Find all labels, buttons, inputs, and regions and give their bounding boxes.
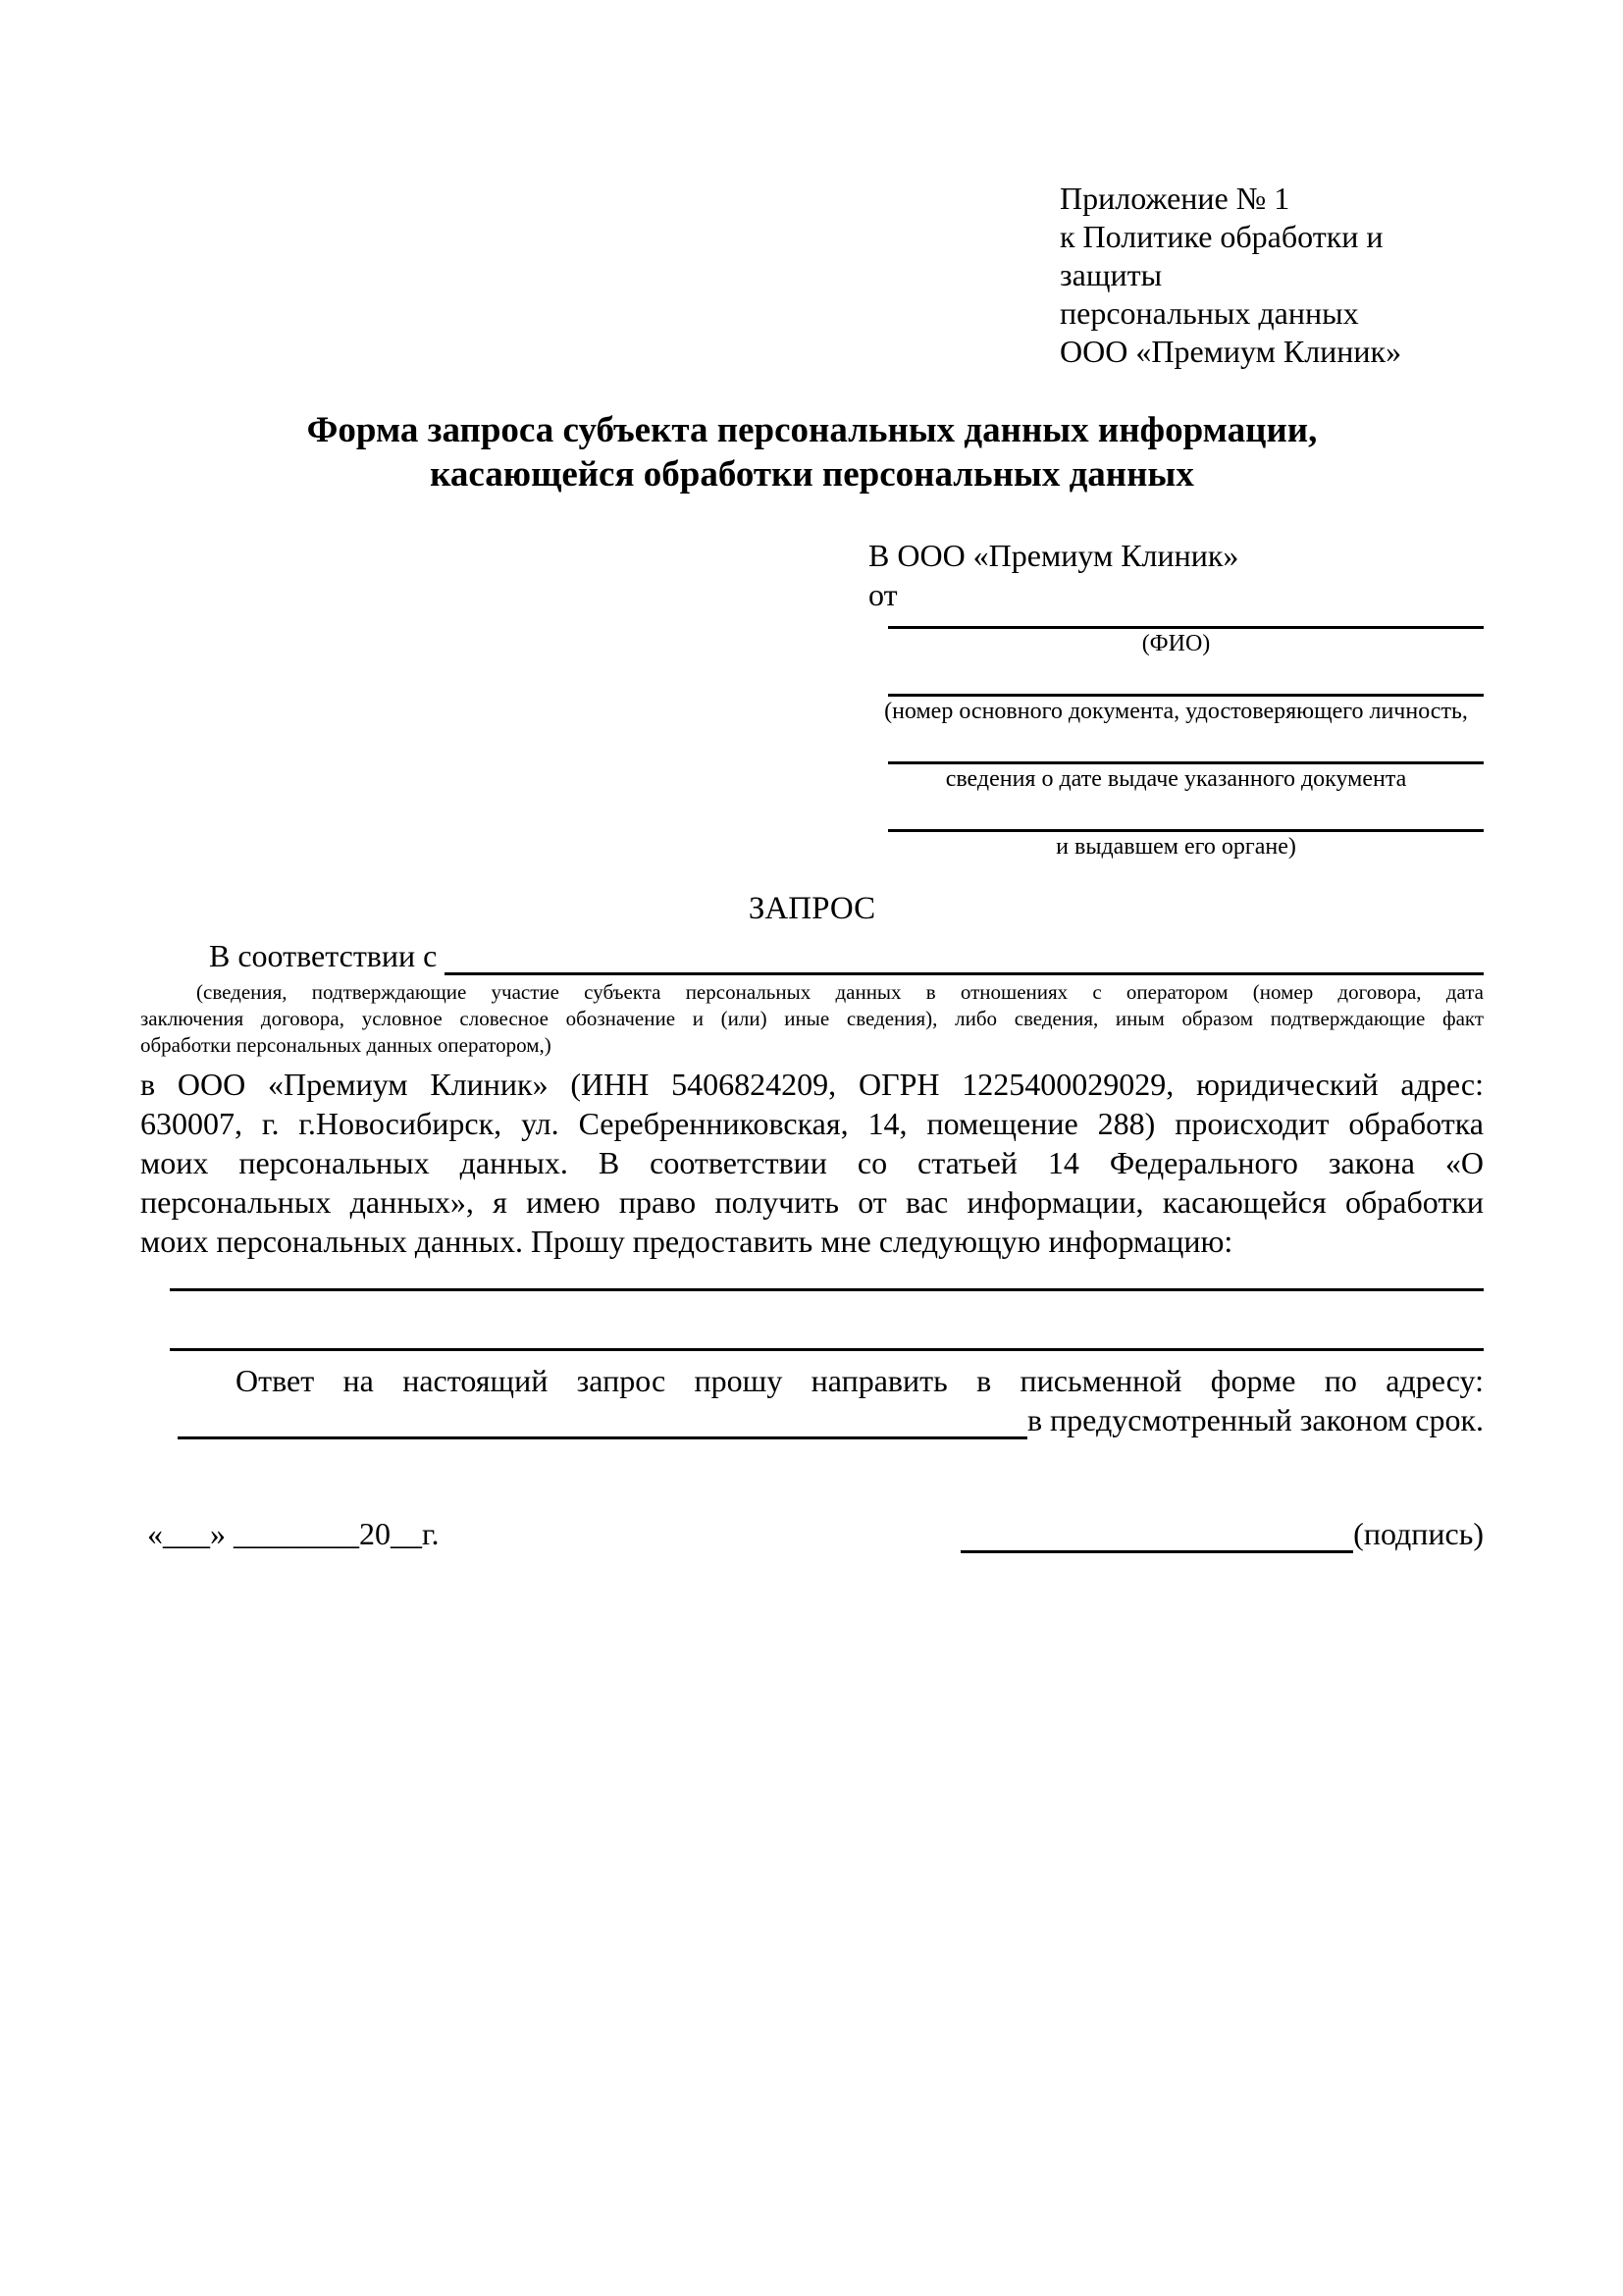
body-line: 630007, г. г.Новосибирск, ул. Серебренниковская, 14, помещение 288) происходит обработка [140, 1106, 1484, 1141]
issuing-authority-blank-line [888, 817, 1484, 832]
signature-blank-line [961, 1517, 1353, 1553]
response-sentence: Ответ на настоящий запрос прошу направить в письменной форме по адресу: [236, 1363, 1484, 1398]
signature-block [961, 1514, 1484, 1553]
addressee-block [868, 536, 1484, 861]
response-suffix: в предусмотренный законом срок. [1026, 1402, 1484, 1437]
note-line: заключения договора, условное словесное обозначение и (или) иные сведения), либо сведения, иным образом подтверждающие факт [140, 1007, 1484, 1030]
appendix-line: ООО «Премиум Клиник» [1060, 334, 1402, 369]
issuing-authority-caption: и выдавшем его органе) [1056, 834, 1296, 860]
fio-caption: (ФИО) [1141, 631, 1211, 656]
address-row [140, 1400, 1484, 1439]
appendix-header [1060, 180, 1492, 371]
form-title-line: Форма запроса субъекта персональных данных информации, [306, 410, 1318, 450]
body-line: в ООО «Премиум Клиник» (ИНН 5406824209, ОГРН 1225400029029, юридический адрес: [140, 1067, 1484, 1102]
appendix-line: к Политике обработки и защиты [1060, 219, 1384, 292]
doc-number-blank-line [888, 682, 1484, 697]
signature-caption: (подпись) [1353, 1516, 1484, 1551]
date-blank: «___» ________20__г. [147, 1516, 440, 1551]
accordance-label: В соответствии с [209, 938, 438, 973]
accordance-blank-line [445, 939, 1484, 975]
addressee-from-label: от [868, 577, 898, 612]
accordance-row [140, 936, 1484, 975]
doc-number-caption: (номер основного документа, удостоверяющего личность, [884, 699, 1468, 724]
addressee-to: В ООО «Премиум Клиник» [868, 538, 1239, 573]
body-line: моих персональных данных. В соответствии со статьей 14 Федерального закона «О [140, 1145, 1484, 1180]
footer-row [140, 1514, 1484, 1553]
info-blank-line-2 [170, 1348, 1484, 1351]
form-title-line: касающейся обработки персональных данных [430, 454, 1194, 495]
address-blank-line [178, 1403, 1027, 1439]
info-blank-line-1 [170, 1288, 1484, 1291]
note-line: (сведения, подтверждающие участие субъекта персональных данных в отношениях с оператором (номер договора, дата [196, 980, 1484, 1004]
appendix-line: Приложение № 1 [1060, 181, 1290, 216]
body-line: персональных данных», я имею право получить от вас информации, касающейся обработки [140, 1184, 1484, 1220]
fio-blank-line [888, 614, 1484, 629]
issue-date-blank-line [888, 750, 1484, 764]
issue-date-caption: сведения о дате выдаче указанного документа [945, 766, 1407, 792]
request-heading: ЗАПРОС [748, 891, 876, 926]
note-line: обработки персональных данных оператором,) [140, 1033, 551, 1057]
accordance-note [140, 979, 1484, 1059]
body-line: моих персональных данных. Прошу предоставить мне следующую информацию: [140, 1224, 1233, 1259]
form-title [140, 408, 1484, 496]
body-paragraph [140, 1065, 1484, 1261]
appendix-line: персональных данных [1060, 295, 1359, 331]
